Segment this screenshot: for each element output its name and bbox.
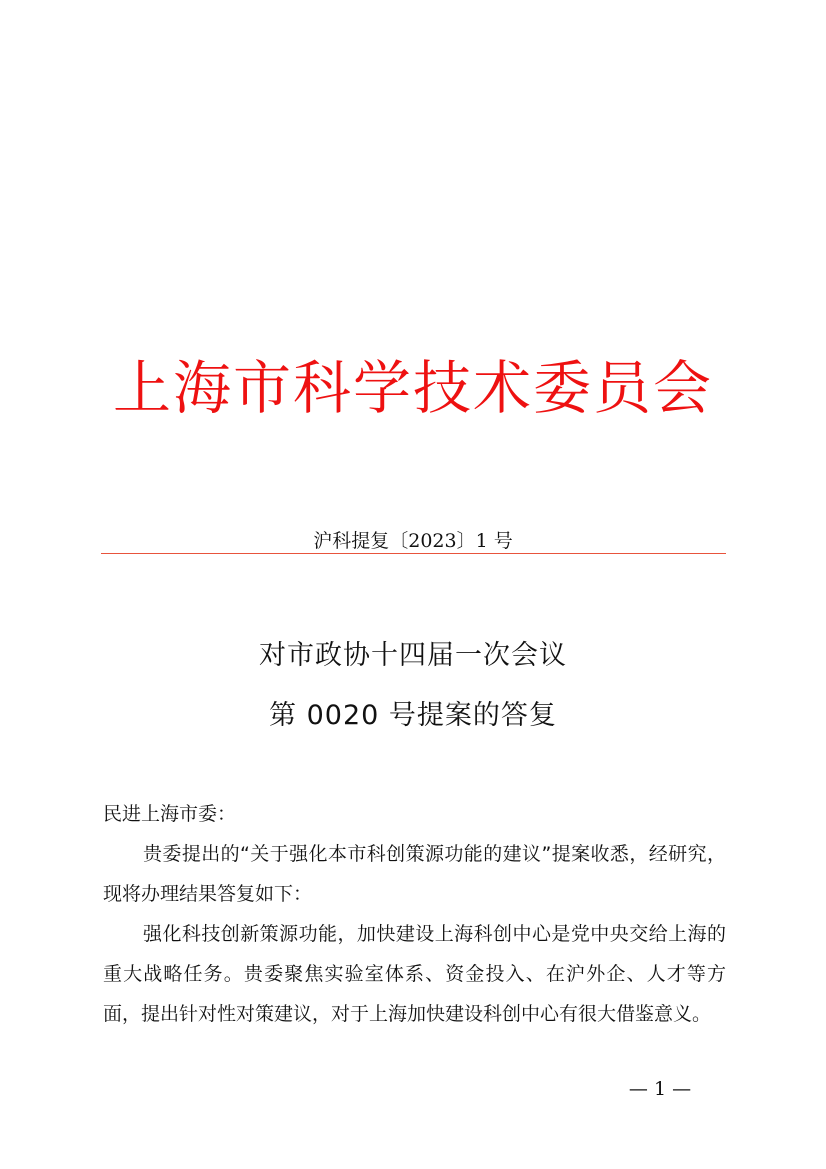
document-title-line-2: 第 0020 号提案的答复 [269, 700, 557, 731]
header-divider [101, 553, 726, 554]
body-paragraph-2: 强化科技创新策源功能，加快建设上海科创中心是党中央交给上海的重大战略任务。贵委聚焦实验室体系、资金投入、在沪外企、人才等方面，提出针对性对策建议，对于上海加快建设科创中心有很大借鉴意义。 [103, 923, 726, 1025]
document-title-line-1: 对市政协十四届一次会议 [259, 640, 567, 671]
salutation: 民进上海市委： [103, 803, 237, 825]
organization-header: 上海市科学技术委员会 [112, 354, 713, 422]
body-paragraph-1: 贵委提出的“关于强化本市科创策源功能的建议”提案收悉，经研究，现将办理结果答复如下： [103, 843, 726, 905]
document-number: 沪科提复〔2023〕1 号 [313, 530, 513, 552]
page-number: — 1 — [628, 1078, 692, 1100]
